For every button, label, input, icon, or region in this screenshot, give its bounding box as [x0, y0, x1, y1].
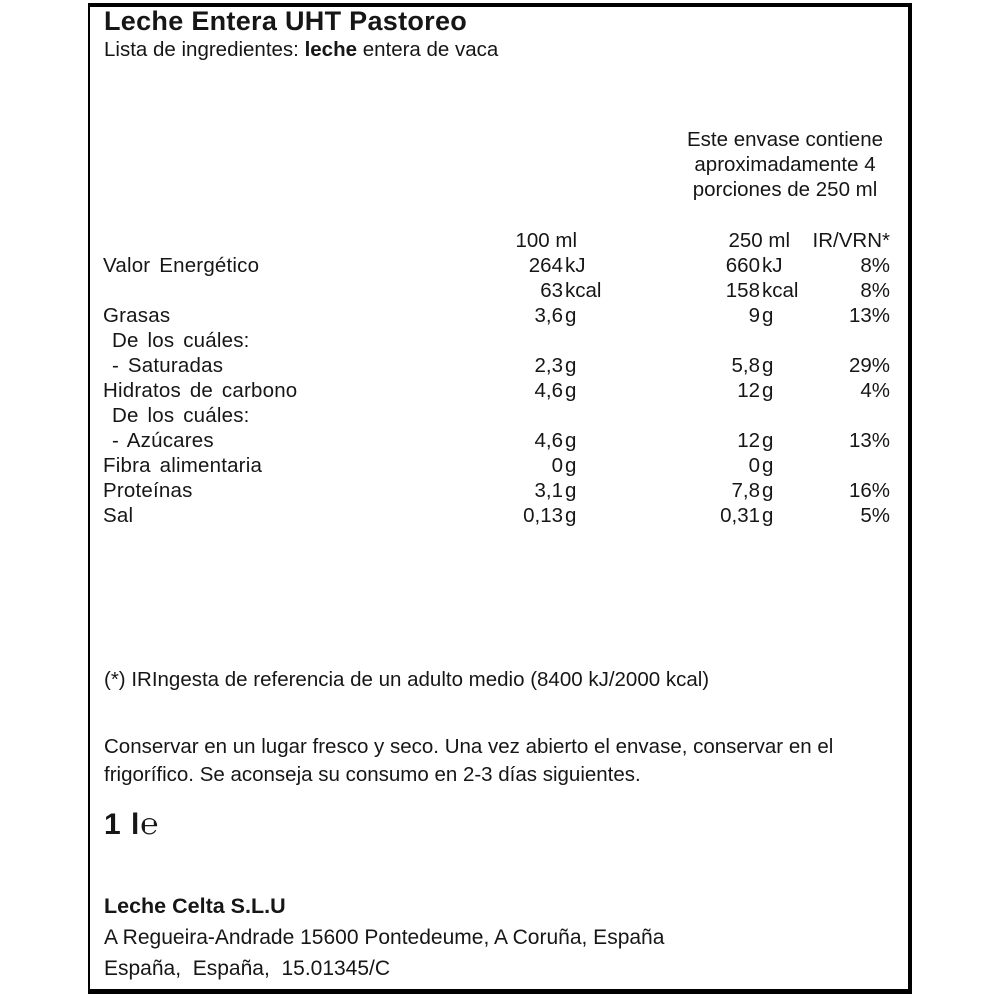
value-per-250ml: 12 — [737, 429, 760, 452]
ingredient-emphasis: leche — [304, 38, 357, 61]
unit-per-250ml: g — [762, 304, 774, 327]
irvrn-value: 8% — [860, 279, 890, 302]
product-title: Leche Entera UHT Pastoreo — [104, 6, 468, 36]
irvrn-value: 29% — [848, 354, 890, 377]
unit-per-100ml: kJ — [565, 254, 586, 277]
nutrient-label: Proteínas — [103, 479, 193, 502]
irvrn-value: 16% — [848, 479, 890, 502]
net-quantity: 1 l℮ — [104, 808, 160, 841]
irvrn-value: 13% — [848, 429, 890, 452]
servings-note-line2: aproximadamente 4 — [694, 153, 876, 176]
unit-per-100ml: kcal — [565, 279, 602, 302]
manufacturer-block — [104, 891, 664, 984]
unit-per-100ml: g — [565, 379, 577, 402]
value-per-250ml: 9 — [748, 304, 760, 327]
unit-per-100ml: g — [565, 354, 577, 377]
value-per-100ml: 4,6 — [534, 379, 563, 402]
unit-per-100ml: g — [565, 479, 577, 502]
nutrient-row-carbohydrate — [103, 378, 893, 403]
manufacturer-address-line2: España, España, 15.01345/C — [104, 957, 391, 980]
nutrient-label: Sal — [103, 504, 134, 527]
unit-per-250ml: g — [762, 479, 774, 502]
value-per-250ml: 12 — [737, 379, 760, 402]
unit-per-100ml: g — [565, 454, 577, 477]
nutrient-label: Fibra alimentaria — [103, 454, 263, 477]
servings-note-line1: Este envase contiene — [686, 128, 884, 151]
nutrient-row-of-which-fat — [103, 328, 893, 353]
nutrient-row-fat — [103, 303, 893, 328]
nutrient-label: Valor Energético — [103, 254, 260, 277]
unit-per-250ml: g — [762, 504, 774, 527]
unit-per-250ml: g — [762, 354, 774, 377]
nutrient-row-energy-kcal — [103, 278, 893, 303]
unit-per-250ml: g — [762, 454, 774, 477]
value-per-100ml: 63 — [540, 279, 563, 302]
value-per-250ml: 5,8 — [731, 354, 760, 377]
value-per-250ml: 158 — [725, 279, 760, 302]
nutrition-table — [103, 228, 893, 528]
manufacturer-name: Leche Celta S.L.U — [104, 894, 286, 918]
ingredients-line — [104, 38, 498, 62]
ingredients-prefix: Lista de ingredientes: — [104, 38, 305, 61]
irvrn-value: 13% — [848, 304, 890, 327]
unit-per-250ml: g — [762, 429, 774, 452]
value-per-250ml: 7,8 — [731, 479, 760, 502]
unit-per-100ml: g — [565, 429, 577, 452]
value-per-250ml: 0,31 — [720, 504, 760, 527]
nutrient-row-protein — [103, 478, 893, 503]
value-per-100ml: 3,1 — [534, 479, 563, 502]
nutrient-label: Grasas — [103, 304, 171, 327]
nutrient-sublabel: - Saturadas — [112, 354, 224, 377]
irvrn-value: 5% — [860, 504, 890, 527]
nutrient-row-fibre — [103, 453, 893, 478]
irvrn-value: 8% — [860, 254, 890, 277]
servings-note — [635, 127, 935, 202]
nutrient-sublabel: - Azúcares — [112, 429, 214, 452]
value-per-100ml: 0,13 — [523, 504, 563, 527]
column-header-irvrn: IR/VRN* — [812, 229, 890, 252]
nutrient-sublabel: De los cuáles: — [112, 329, 250, 352]
nutrient-label: Hidratos de carbono — [103, 379, 298, 402]
column-header-250ml: 250 ml — [728, 229, 790, 252]
value-per-250ml: 660 — [725, 254, 760, 277]
reference-intake-footnote: (*) IRIngesta de referencia de un adulto medio (8400 kJ/2000 kcal) — [104, 668, 710, 691]
unit-per-100ml: g — [565, 304, 577, 327]
nutrient-row-energy-kj — [103, 253, 893, 278]
value-per-250ml: 0 — [748, 454, 760, 477]
storage-instructions: Conservar en un lugar fresco y seco. Una vez abierto el envase, conservar en el frigorífico. Se aconseja su consumo en 2-3 días siguientes. — [104, 735, 834, 786]
nutrient-sublabel: De los cuáles: — [112, 404, 250, 427]
nutrient-row-of-which-carb — [103, 403, 893, 428]
value-per-100ml: 3,6 — [534, 304, 563, 327]
value-per-100ml: 0 — [551, 454, 563, 477]
nutrient-row-salt — [103, 503, 893, 528]
nutrient-row-saturates — [103, 353, 893, 378]
value-per-100ml: 4,6 — [534, 429, 563, 452]
servings-note-line3: porciones de 250 ml — [692, 178, 878, 201]
unit-per-100ml: g — [565, 504, 577, 527]
unit-per-250ml: kJ — [762, 254, 783, 277]
table-header-row — [103, 228, 893, 253]
unit-per-250ml: kcal — [762, 279, 799, 302]
value-per-100ml: 264 — [528, 254, 563, 277]
value-per-100ml: 2,3 — [534, 354, 563, 377]
column-header-100ml: 100 ml — [515, 229, 577, 252]
unit-per-250ml: g — [762, 379, 774, 402]
nutrient-row-sugars — [103, 428, 893, 453]
ingredients-suffix: entera de vaca — [357, 38, 499, 61]
manufacturer-address-line1: A Regueira-Andrade 15600 Pontedeume, A Coruña, España — [104, 926, 665, 949]
irvrn-value: 4% — [860, 379, 890, 402]
